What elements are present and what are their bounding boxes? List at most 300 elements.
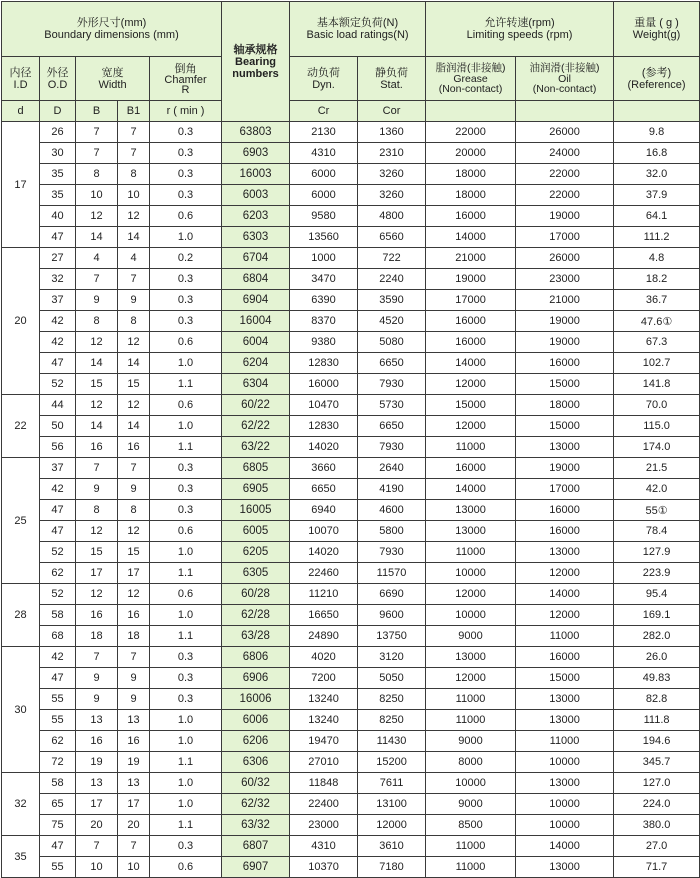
weight-cell: 42.0 (614, 479, 700, 500)
oil-speed-cell: 13000 (516, 773, 614, 794)
bearing-number-cell: 63803 (222, 122, 290, 143)
oil-speed-cell: 16000 (516, 647, 614, 668)
bearing-number-cell: 6906 (222, 668, 290, 689)
sym-oil-blank (516, 101, 614, 122)
chamfer-cell: 1.1 (150, 626, 222, 647)
outer-diameter-cell: 55 (40, 857, 76, 878)
grease-speed-cell: 16000 (426, 206, 516, 227)
dims-cn: 外形尺寸(mm) (76, 17, 147, 29)
chamfer-cell: 1.1 (150, 374, 222, 395)
sym-B: B (76, 101, 118, 122)
weight-cell: 223.9 (614, 563, 700, 584)
chamfer-cell: 1.1 (150, 815, 222, 836)
od-en: O.D (47, 78, 68, 91)
chamfer-cell: 0.3 (150, 122, 222, 143)
outer-diameter-cell: 52 (40, 542, 76, 563)
outer-diameter-cell: 68 (40, 626, 76, 647)
bearing-number-cell: 6807 (222, 836, 290, 857)
dyn-load-cell: 14020 (290, 542, 358, 563)
grease-speed-cell: 11000 (426, 542, 516, 563)
width-b1-cell: 16 (118, 605, 150, 626)
table-row (2, 227, 700, 248)
weight-cell: 37.9 (614, 185, 700, 206)
table-row (2, 857, 700, 878)
width-b-cell: 13 (76, 710, 118, 731)
grease-speed-cell: 11000 (426, 857, 516, 878)
dyn-load-cell: 10070 (290, 521, 358, 542)
stat-en: Stat. (380, 78, 403, 91)
width-en: Width (98, 78, 127, 91)
grease-speed-cell: 10000 (426, 563, 516, 584)
stat-load-cell: 4800 (358, 206, 426, 227)
bearing-number-cell: 16003 (222, 164, 290, 185)
table-row (2, 668, 700, 689)
weight-cell: 95.4 (614, 584, 700, 605)
bearing-number-cell: 6904 (222, 290, 290, 311)
outer-diameter-cell: 32 (40, 269, 76, 290)
dyn-load-cell: 9580 (290, 206, 358, 227)
table-row (2, 395, 700, 416)
chamfer-cell: 1.0 (150, 731, 222, 752)
sym-d: d (2, 101, 40, 122)
oil-cn: 油润滑(非接触) (529, 62, 600, 74)
dyn-load-cell: 6390 (290, 290, 358, 311)
bearing-number-cell: 16006 (222, 689, 290, 710)
width-b-cell: 7 (76, 269, 118, 290)
grease-speed-cell: 18000 (426, 164, 516, 185)
stat-load-cell: 5800 (358, 521, 426, 542)
oil-speed-cell: 16000 (516, 521, 614, 542)
width-b-cell: 15 (76, 542, 118, 563)
outer-diameter-cell: 26 (40, 122, 76, 143)
width-b-cell: 10 (76, 857, 118, 878)
width-b1-cell: 7 (118, 269, 150, 290)
table-row (2, 773, 700, 794)
weight-cell: 26.0 (614, 647, 700, 668)
outer-diameter-cell: 50 (40, 416, 76, 437)
stat-load-cell: 4600 (358, 500, 426, 521)
width-b1-cell: 7 (118, 143, 150, 164)
bearing-number-cell: 6303 (222, 227, 290, 248)
width-b1-cell: 12 (118, 584, 150, 605)
weight-cell: 224.0 (614, 794, 700, 815)
id-en: I.D (13, 78, 28, 91)
stat-load-cell: 15200 (358, 752, 426, 773)
weight-cell: 70.0 (614, 395, 700, 416)
grease-speed-cell: 17000 (426, 290, 516, 311)
grease-speed-cell: 16000 (426, 332, 516, 353)
weight-cell: 47.6① (614, 311, 700, 332)
chamfer-cell: 0.3 (150, 689, 222, 710)
dyn-load-cell: 10370 (290, 857, 358, 878)
oil-speed-cell: 19000 (516, 311, 614, 332)
width-b1-cell: 12 (118, 332, 150, 353)
chamfer-cell: 1.0 (150, 353, 222, 374)
width-b-cell: 16 (76, 605, 118, 626)
chamfer-cell: 0.6 (150, 584, 222, 605)
inner-diameter-cell: 32 (2, 773, 40, 836)
stat-load-cell: 3590 (358, 290, 426, 311)
bearing-number-cell: 6003 (222, 185, 290, 206)
grease-speed-cell: 10000 (426, 605, 516, 626)
width-b1-cell: 9 (118, 668, 150, 689)
weight-cell: 32.0 (614, 164, 700, 185)
inner-diameter-cell: 30 (2, 647, 40, 773)
oil-speed-cell: 15000 (516, 374, 614, 395)
weight-cell: 4.8 (614, 248, 700, 269)
oil-speed-cell: 13000 (516, 689, 614, 710)
stat-load-cell: 2240 (358, 269, 426, 290)
oil-speed-cell: 24000 (516, 143, 614, 164)
load-en: Basic load ratings(N) (306, 29, 409, 41)
width-b1-cell: 7 (118, 836, 150, 857)
grease-speed-cell: 9000 (426, 731, 516, 752)
stat-load-cell: 4190 (358, 479, 426, 500)
width-b-cell: 12 (76, 206, 118, 227)
inner-diameter-cell: 35 (2, 836, 40, 878)
table-row (2, 311, 700, 332)
stat-load-cell: 8250 (358, 689, 426, 710)
outer-diameter-cell: 47 (40, 521, 76, 542)
bearing-number-cell: 63/28 (222, 626, 290, 647)
grease-speed-cell: 16000 (426, 311, 516, 332)
width-b-cell: 17 (76, 794, 118, 815)
width-b-cell: 9 (76, 479, 118, 500)
table-row (2, 164, 700, 185)
bearing-number-cell: 6704 (222, 248, 290, 269)
bearing-number-cell: 6306 (222, 752, 290, 773)
dyn-load-cell: 6000 (290, 185, 358, 206)
chamfer-cell: 0.6 (150, 395, 222, 416)
dyn-load-cell: 14020 (290, 437, 358, 458)
oil-speed-cell: 14000 (516, 584, 614, 605)
chamfer-r: R (181, 83, 190, 96)
bearing-number-cell: 6907 (222, 857, 290, 878)
width-b1-cell: 12 (118, 395, 150, 416)
width-b1-cell: 12 (118, 206, 150, 227)
table-row (2, 542, 700, 563)
table-row (2, 290, 700, 311)
oil-speed-cell: 22000 (516, 185, 614, 206)
chamfer-cell: 0.3 (150, 269, 222, 290)
weight-cell: 82.8 (614, 689, 700, 710)
oil-speed-cell: 26000 (516, 248, 614, 269)
stat-load-cell: 7930 (358, 437, 426, 458)
bearing-en2: numbers (232, 67, 279, 80)
oil-speed-cell: 12000 (516, 563, 614, 584)
grease-en1: Grease (453, 73, 488, 85)
inner-diameter-cell: 17 (2, 122, 40, 248)
weight-cell: 111.2 (614, 227, 700, 248)
outer-diameter-cell: 47 (40, 353, 76, 374)
outer-diameter-cell: 35 (40, 185, 76, 206)
outer-diameter-cell: 47 (40, 668, 76, 689)
bearing-number-cell: 6305 (222, 563, 290, 584)
bearing-number-cell: 16005 (222, 500, 290, 521)
table-row (2, 248, 700, 269)
bearing-number-cell: 6204 (222, 353, 290, 374)
bearing-number-cell: 63/32 (222, 815, 290, 836)
table-row (2, 353, 700, 374)
outer-diameter-cell: 47 (40, 227, 76, 248)
stat-load-cell: 13750 (358, 626, 426, 647)
weight-cell: 55① (614, 500, 700, 521)
chamfer-cell: 0.3 (150, 311, 222, 332)
width-b-cell: 7 (76, 647, 118, 668)
table-row (2, 122, 700, 143)
width-b-cell: 20 (76, 815, 118, 836)
table-row (2, 374, 700, 395)
od-header (40, 57, 76, 101)
grease-speed-cell: 11000 (426, 710, 516, 731)
weight-cell: 282.0 (614, 626, 700, 647)
sym-D: D (40, 101, 76, 122)
chamfer-en: Chamfer (164, 73, 207, 86)
width-b-cell: 15 (76, 374, 118, 395)
weight-cell: 49.83 (614, 668, 700, 689)
grease-speed-cell: 18000 (426, 185, 516, 206)
dyn-load-cell: 4020 (290, 647, 358, 668)
stat-load-cell: 8250 (358, 710, 426, 731)
chamfer-cell: 1.0 (150, 794, 222, 815)
chamfer-cell: 0.6 (150, 206, 222, 227)
stat-load-cell: 5080 (358, 332, 426, 353)
outer-diameter-cell: 27 (40, 248, 76, 269)
chamfer-cell: 1.0 (150, 227, 222, 248)
weight-cell: 21.5 (614, 458, 700, 479)
bearing-numbers-header (222, 2, 290, 122)
oil-header (516, 57, 614, 101)
width-b1-cell: 10 (118, 857, 150, 878)
grease-speed-cell: 8000 (426, 752, 516, 773)
table-body (2, 122, 700, 878)
bearing-number-cell: 6806 (222, 647, 290, 668)
oil-speed-cell: 19000 (516, 206, 614, 227)
chamfer-cell: 0.3 (150, 185, 222, 206)
width-b-cell: 14 (76, 227, 118, 248)
width-b-cell: 9 (76, 689, 118, 710)
chamfer-cell: 1.0 (150, 710, 222, 731)
dyn-load-cell: 4310 (290, 836, 358, 857)
width-b1-cell: 4 (118, 248, 150, 269)
weight-cell: 71.7 (614, 857, 700, 878)
bearing-number-cell: 6804 (222, 269, 290, 290)
table-row (2, 794, 700, 815)
stat-header (358, 57, 426, 101)
table-row (2, 563, 700, 584)
oil-speed-cell: 12000 (516, 605, 614, 626)
outer-diameter-cell: 44 (40, 395, 76, 416)
width-b-cell: 7 (76, 458, 118, 479)
ref-cn: (参考) (641, 66, 672, 79)
chamfer-cn: 倒角 (174, 62, 197, 75)
outer-diameter-cell: 52 (40, 374, 76, 395)
stat-load-cell: 11430 (358, 731, 426, 752)
grease-speed-cell: 12000 (426, 416, 516, 437)
width-b-cell: 17 (76, 563, 118, 584)
bearing-number-cell: 6304 (222, 374, 290, 395)
outer-diameter-cell: 62 (40, 731, 76, 752)
inner-diameter-cell: 22 (2, 395, 40, 458)
grease-speed-cell: 14000 (426, 353, 516, 374)
weight-cell: 141.8 (614, 374, 700, 395)
oil-speed-cell: 11000 (516, 731, 614, 752)
width-b-cell: 12 (76, 584, 118, 605)
chamfer-cell: 1.0 (150, 542, 222, 563)
chamfer-cell: 1.1 (150, 437, 222, 458)
dyn-cn: 动负荷 (307, 66, 341, 79)
width-b-cell: 14 (76, 353, 118, 374)
chamfer-cell: 0.3 (150, 143, 222, 164)
grease-speed-cell: 12000 (426, 668, 516, 689)
dyn-header (290, 57, 358, 101)
width-header (76, 57, 150, 101)
oil-speed-cell: 13000 (516, 542, 614, 563)
stat-load-cell: 5050 (358, 668, 426, 689)
dyn-load-cell: 27010 (290, 752, 358, 773)
weight-cell: 169.1 (614, 605, 700, 626)
grease-speed-cell: 15000 (426, 395, 516, 416)
stat-load-cell: 6560 (358, 227, 426, 248)
chamfer-cell: 0.2 (150, 248, 222, 269)
dyn-load-cell: 6000 (290, 164, 358, 185)
width-b1-cell: 12 (118, 521, 150, 542)
oil-speed-cell: 19000 (516, 332, 614, 353)
table-row (2, 731, 700, 752)
width-b-cell: 8 (76, 164, 118, 185)
reference-header (614, 57, 700, 101)
table-row (2, 584, 700, 605)
dyn-load-cell: 3660 (290, 458, 358, 479)
dyn-load-cell: 9380 (290, 332, 358, 353)
width-b-cell: 8 (76, 311, 118, 332)
oil-speed-cell: 10000 (516, 752, 614, 773)
weight-cell: 78.4 (614, 521, 700, 542)
table-row (2, 269, 700, 290)
dyn-load-cell: 7200 (290, 668, 358, 689)
width-b1-cell: 16 (118, 437, 150, 458)
outer-diameter-cell: 52 (40, 584, 76, 605)
weight-cell: 64.1 (614, 206, 700, 227)
bearing-number-cell: 60/32 (222, 773, 290, 794)
chamfer-header (150, 57, 222, 101)
oil-speed-cell: 11000 (516, 626, 614, 647)
dyn-load-cell: 13240 (290, 689, 358, 710)
stat-load-cell: 6650 (358, 416, 426, 437)
table-row (2, 206, 700, 227)
oil-speed-cell: 18000 (516, 395, 614, 416)
dyn-load-cell: 23000 (290, 815, 358, 836)
grease-speed-cell: 10000 (426, 773, 516, 794)
width-b-cell: 10 (76, 185, 118, 206)
dyn-load-cell: 3470 (290, 269, 358, 290)
table-row (2, 458, 700, 479)
bearing-number-cell: 62/22 (222, 416, 290, 437)
width-b-cell: 16 (76, 437, 118, 458)
stat-load-cell: 1360 (358, 122, 426, 143)
grease-speed-cell: 13000 (426, 521, 516, 542)
oil-en2: (Non-contact) (532, 83, 597, 95)
chamfer-cell: 0.3 (150, 290, 222, 311)
oil-speed-cell: 14000 (516, 836, 614, 857)
weight-cell: 115.0 (614, 416, 700, 437)
od-cn: 外径 (46, 66, 69, 79)
grease-speed-cell: 12000 (426, 374, 516, 395)
outer-diameter-cell: 40 (40, 206, 76, 227)
bearing-number-cell: 6903 (222, 143, 290, 164)
dyn-load-cell: 2130 (290, 122, 358, 143)
chamfer-cell: 0.3 (150, 458, 222, 479)
stat-load-cell: 13100 (358, 794, 426, 815)
sym-Cor: Cor (358, 101, 426, 122)
boundary-dimensions-header (2, 2, 222, 57)
oil-speed-cell: 21000 (516, 290, 614, 311)
dyn-load-cell: 11210 (290, 584, 358, 605)
chamfer-cell: 0.3 (150, 479, 222, 500)
bearing-number-cell: 16004 (222, 311, 290, 332)
speed-en: Limiting speeds (rpm) (466, 29, 573, 41)
stat-load-cell: 7611 (358, 773, 426, 794)
grease-cn: 脂润滑(非接触) (435, 62, 506, 74)
weight-cell: 174.0 (614, 437, 700, 458)
stat-load-cell: 2640 (358, 458, 426, 479)
bearing-number-cell: 6805 (222, 458, 290, 479)
load-ratings-header (290, 2, 426, 57)
sym-B1: B1 (118, 101, 150, 122)
grease-speed-cell: 20000 (426, 143, 516, 164)
width-b-cell: 8 (76, 500, 118, 521)
dyn-load-cell: 12830 (290, 353, 358, 374)
oil-speed-cell: 17000 (516, 227, 614, 248)
grease-speed-cell: 13000 (426, 500, 516, 521)
inner-diameter-cell: 28 (2, 584, 40, 647)
width-b-cell: 7 (76, 836, 118, 857)
width-b1-cell: 9 (118, 689, 150, 710)
bearing-number-cell: 63/22 (222, 437, 290, 458)
bearing-number-cell: 60/22 (222, 395, 290, 416)
stat-load-cell: 2310 (358, 143, 426, 164)
oil-speed-cell: 16000 (516, 500, 614, 521)
weight-cell: 380.0 (614, 815, 700, 836)
oil-speed-cell: 13000 (516, 710, 614, 731)
stat-load-cell: 6650 (358, 353, 426, 374)
width-b-cell: 7 (76, 122, 118, 143)
table-row (2, 752, 700, 773)
outer-diameter-cell: 42 (40, 479, 76, 500)
oil-speed-cell: 10000 (516, 794, 614, 815)
dyn-load-cell: 8370 (290, 311, 358, 332)
grease-speed-cell: 22000 (426, 122, 516, 143)
dyn-load-cell: 24890 (290, 626, 358, 647)
width-b1-cell: 13 (118, 710, 150, 731)
bearing-number-cell: 6005 (222, 521, 290, 542)
outer-diameter-cell: 47 (40, 836, 76, 857)
table-row (2, 605, 700, 626)
width-b-cell: 16 (76, 731, 118, 752)
weight-cn: 重量 ( g ) (634, 17, 679, 29)
load-cn: 基本额定负荷(N) (316, 17, 399, 29)
bearing-en1: Bearing (235, 55, 277, 68)
grease-speed-cell: 11000 (426, 437, 516, 458)
bearing-cn: 轴承规格 (233, 43, 278, 56)
ref-en: (Reference) (627, 78, 686, 91)
dyn-load-cell: 16650 (290, 605, 358, 626)
table-row (2, 626, 700, 647)
grease-speed-cell: 11000 (426, 689, 516, 710)
width-b-cell: 18 (76, 626, 118, 647)
bearing-number-cell: 6905 (222, 479, 290, 500)
table-row (2, 479, 700, 500)
